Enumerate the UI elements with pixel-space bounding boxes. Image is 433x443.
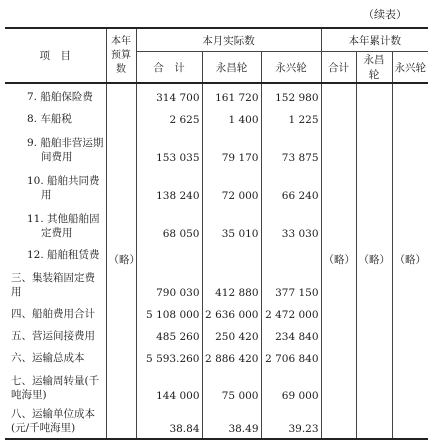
cell-yongchang: [202, 243, 261, 265]
header-monthly-yongxing: 永兴轮: [261, 52, 321, 84]
cell-yongxing: 234 840: [261, 324, 321, 346]
cell-yongchang: 72 000: [202, 167, 261, 205]
header-monthly-total: 合 计: [136, 52, 202, 84]
cell-total: 790 030: [136, 265, 202, 302]
table-body: [5, 83, 428, 439]
table-row: [5, 83, 428, 107]
header-monthly-yongchang: 永昌轮: [202, 52, 261, 84]
cell-total: 138 240: [136, 167, 202, 205]
header-yearly-cumulative: 本年累计数: [321, 28, 428, 52]
cell-yongchang: 35 010: [202, 205, 261, 243]
cell-yongxing: 377 150: [261, 265, 321, 302]
header-item: 项 目: [5, 28, 106, 83]
cell-total: 5 108 000: [136, 302, 202, 324]
row-label: 11. 其他船舶固 定费用: [5, 205, 106, 243]
cell-total: [136, 243, 202, 265]
cell-yongchang: 79 170: [202, 129, 261, 167]
cell-yongchang: 2 886 420: [202, 346, 261, 368]
row-label: 10. 船舶共同费 用: [5, 167, 106, 205]
row-label: 六、运输总成本: [5, 346, 106, 368]
cell-yongxing: 69 000: [261, 368, 321, 405]
row-label: 12. 船舶租赁费: [5, 243, 106, 265]
row-label: 三、集装箱固定费 用: [5, 265, 106, 302]
cell-total: 68 050: [136, 205, 202, 243]
cell-yearly-yongxing-omitted: （略）: [394, 254, 427, 266]
cell-yongxing: 152 980: [261, 83, 321, 107]
cell-yongxing: 33 030: [261, 205, 321, 243]
cell-total: 153 035: [136, 129, 202, 167]
cell-total: 144 000: [136, 368, 202, 405]
cell-total: 38.84: [136, 405, 202, 439]
header-yearly-total: 合计: [321, 52, 356, 84]
cell-yongchang: 250 420: [202, 324, 261, 346]
cell-yearly-yongchang-omitted: （略）: [356, 83, 392, 439]
cell-yongchang: 1 400: [202, 107, 261, 129]
row-label: 七、运输周转量(千 吨海里): [5, 368, 106, 405]
cell-yongxing: 1 225: [261, 107, 321, 129]
cell-yongxing: 39.23: [261, 405, 321, 439]
cell-yongchang: 75 000: [202, 368, 261, 405]
cell-yongxing: [261, 243, 321, 265]
header-budget: 本年 预算 数: [106, 28, 136, 83]
cell-yongchang: 161 720: [202, 83, 261, 107]
header-yearly-yongxing: 永兴轮: [394, 61, 427, 74]
continued-label: （续表）: [363, 8, 407, 21]
budget-omitted: （略）: [106, 83, 136, 439]
cell-yearly-total-omitted: （略）: [321, 83, 356, 439]
cell-yongxing: 2 706 840: [261, 346, 321, 368]
row-label: 四、船舶费用合计: [5, 302, 106, 324]
cell-yongxing: 73 875: [261, 129, 321, 167]
header-monthly-actual: 本月实际数: [136, 28, 321, 52]
cell-yongxing: 66 240: [261, 167, 321, 205]
cell-total: 2 625: [136, 107, 202, 129]
row-label: 8. 车船税: [5, 107, 106, 129]
cell-yongxing: 2 472 000: [261, 302, 321, 324]
row-label: 9. 船舶非营运期 间费用: [5, 129, 106, 167]
header-yearly-yongchang: 永昌轮: [356, 52, 392, 84]
cell-yongchang: 38.49: [202, 405, 261, 439]
cell-yongchang: 412 880: [202, 265, 261, 302]
cell-total: 485 260: [136, 324, 202, 346]
cell-yongchang: 2 636 000: [202, 302, 261, 324]
cell-total: 314 700: [136, 83, 202, 107]
cost-table: [5, 27, 428, 440]
cell-total: 5 593.260: [136, 346, 202, 368]
row-label: 7. 船舶保险费: [5, 83, 106, 107]
row-label: 八、运输单位成本 (元/千吨海里): [5, 405, 106, 439]
row-label: 五、营运间接费用: [5, 324, 106, 346]
